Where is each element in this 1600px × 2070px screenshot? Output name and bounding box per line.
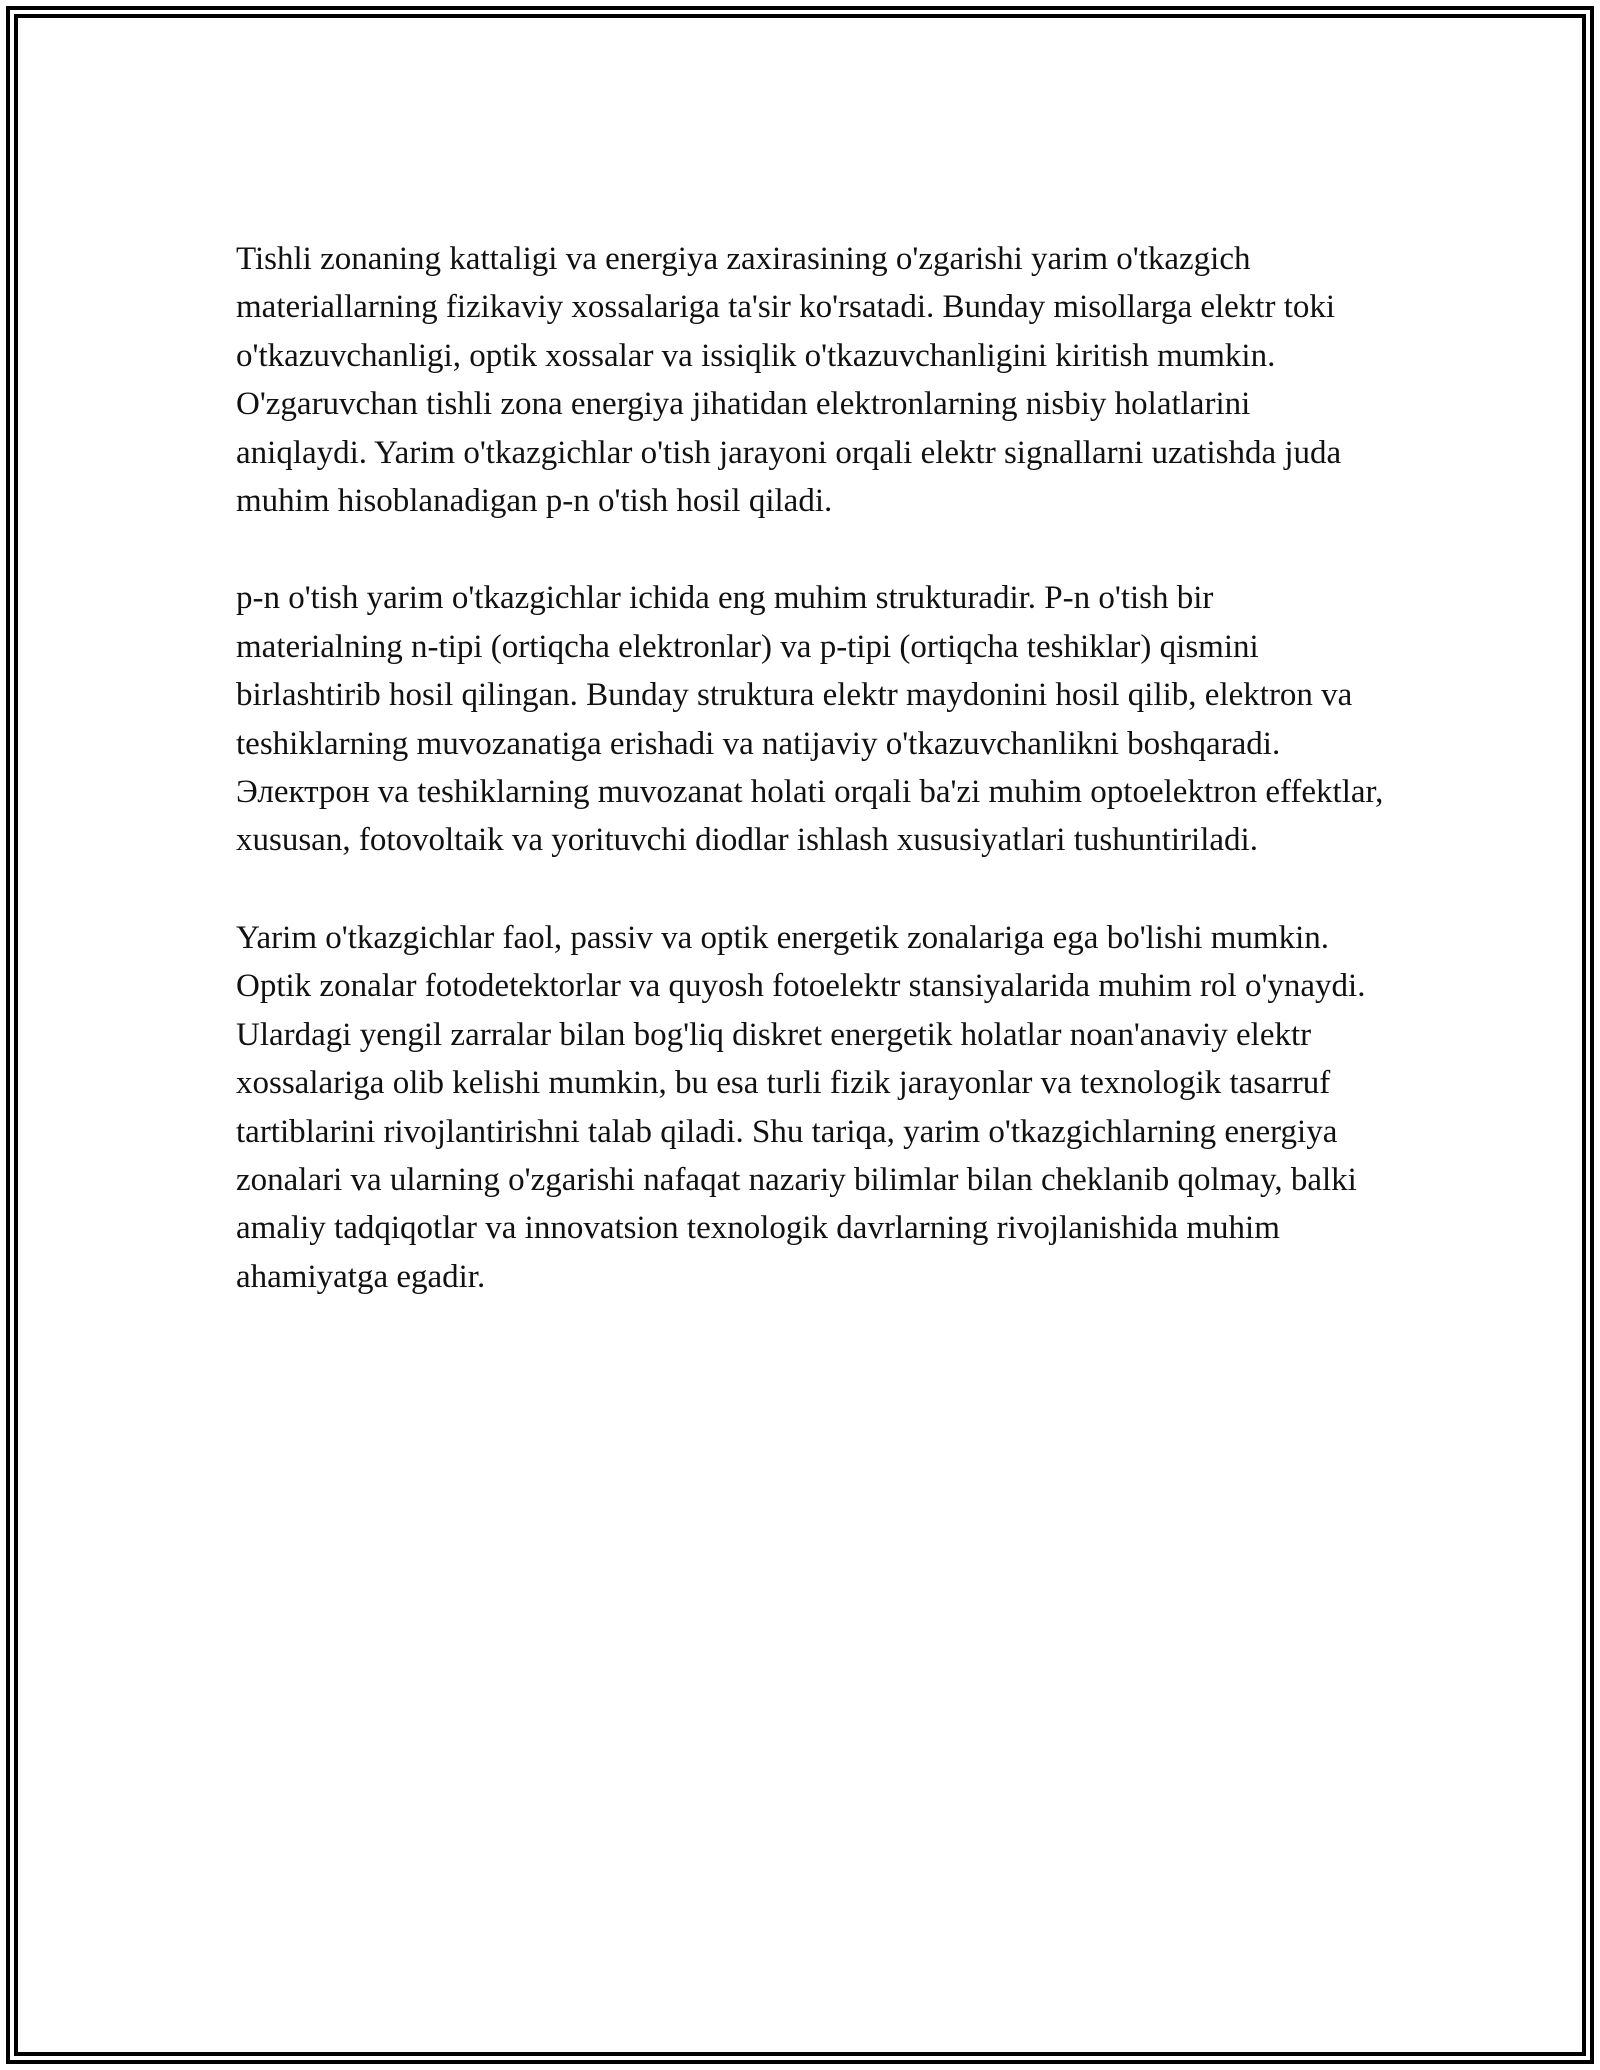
document-body	[236, 235, 1386, 1350]
paragraph-2: p-n o'tish yarim o'tkazgichlar ichida eng muhim strukturadir. P-n o'tish bir materialning n-tipi (ortiqcha elektronlar) va p-tipi (ortiqcha teshiklar) qismini birlashtirib hosil qilingan. Bunday struktura elektr maydonini hosil qilib, elektron va teshiklarning muvozanatiga erishadi va natijaviy o'tkazuvchanlikni boshqaradi. Электрон va teshiklarning muvozanat holati orqali ba'zi muhim optoelektron effektlar, xususan, fotovoltaik va yorituvchi diodlar ishlash xususiyatlari tushuntiriladi.	[236, 580, 1384, 859]
paragraph-1: Tishli zonaning kattaligi va energiya zaxirasining o'zgarishi yarim o'tkazgich materiallarning fizikaviy xossalariga ta'sir ko'rsatadi. Bunday misollarga elektr toki o'tkazuvchanligi, optik xossalar va issiqlik o'tkazuvchanligini kiritish mumkin. O'zgaruvchan tishli zona energiya jihatidan elektronlarning nisbiy holatlarini aniqlaydi. Yarim o'tkazgichlar o'tish jarayoni orqali elektr signallarni uzatishda juda muhim hisoblanadigan p-n o'tish hosil qiladi.	[236, 241, 1342, 520]
paragraph-3: Yarim o'tkazgichlar faol, passiv va optik energetik zonalariga ega bo'lishi mumkin. Optik zonalar fotodetektorlar va quyosh fotoelektr stansiyalarida muhim rol o'ynaydi. Ulardagi yengil zarralar bilan bog'liq diskret energetik holatlar noan'anaviy elektr xossalariga olib kelishi mumkin, bu esa turli fizik jarayonlar va texnologik tasarruf tartiblarini rivojlantirishni talab qiladi. Shu tariqa, yarim o'tkazgichlarning energiya zonalari va ularning o'zgarishi nafaqat nazariy bilimlar bilan cheklanib qolmay, balki amaliy tadqiqotlar va innovatsion texnologik davrlarning rivojlanishida muhim ahamiyatga egadir.	[236, 919, 1366, 1295]
